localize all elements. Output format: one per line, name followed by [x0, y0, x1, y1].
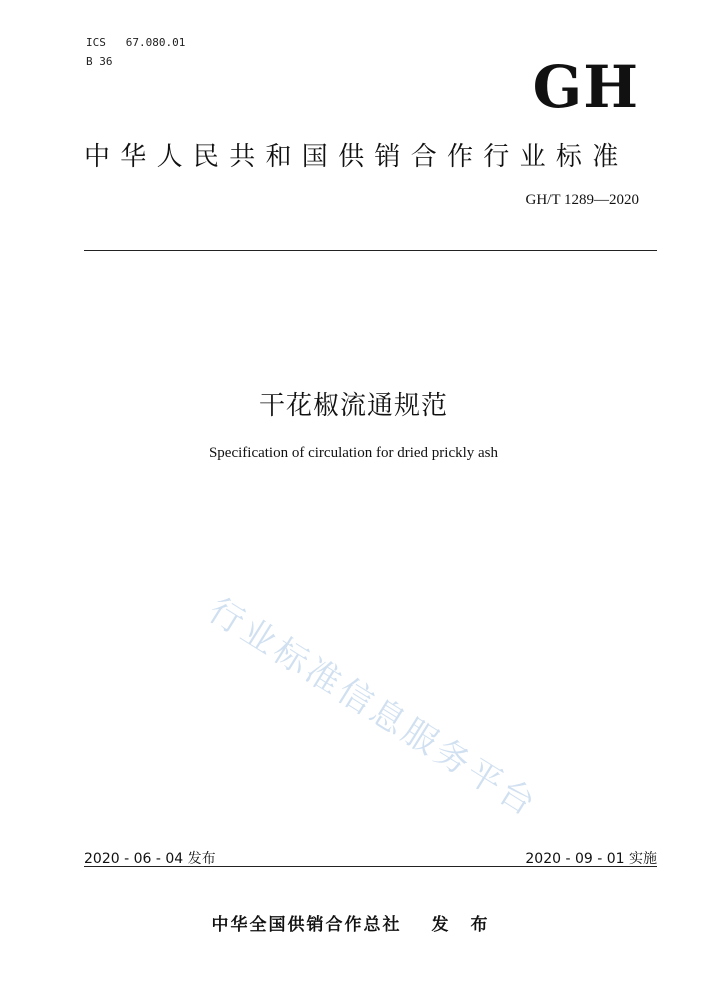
- standard-category-title: 中华人民共和国供销合作行业标准: [84, 142, 629, 172]
- publish-label: 发 布: [431, 915, 496, 935]
- watermark: 行业标准信息服务平台: [201, 590, 545, 826]
- document-title-chinese: 干花椒流通规范: [258, 391, 448, 421]
- publisher-name: 中华全国供销合作总社: [211, 915, 402, 935]
- ics-code: ICS 67.080.01: [86, 36, 186, 49]
- ccs-code: B 36: [86, 55, 113, 68]
- publisher-line: [0, 910, 707, 935]
- gh-logo: GH: [532, 53, 639, 121]
- document-title-english: Specification of circulation for dried prickly ash: [208, 445, 499, 461]
- standard-number: GH/T 1289—2020: [525, 192, 639, 208]
- issue-date: 2020 - 06 - 04 发布: [84, 851, 216, 867]
- footer-divider: [84, 866, 657, 867]
- header-divider: [84, 250, 657, 251]
- implementation-date: 2020 - 09 - 01 实施: [525, 851, 657, 867]
